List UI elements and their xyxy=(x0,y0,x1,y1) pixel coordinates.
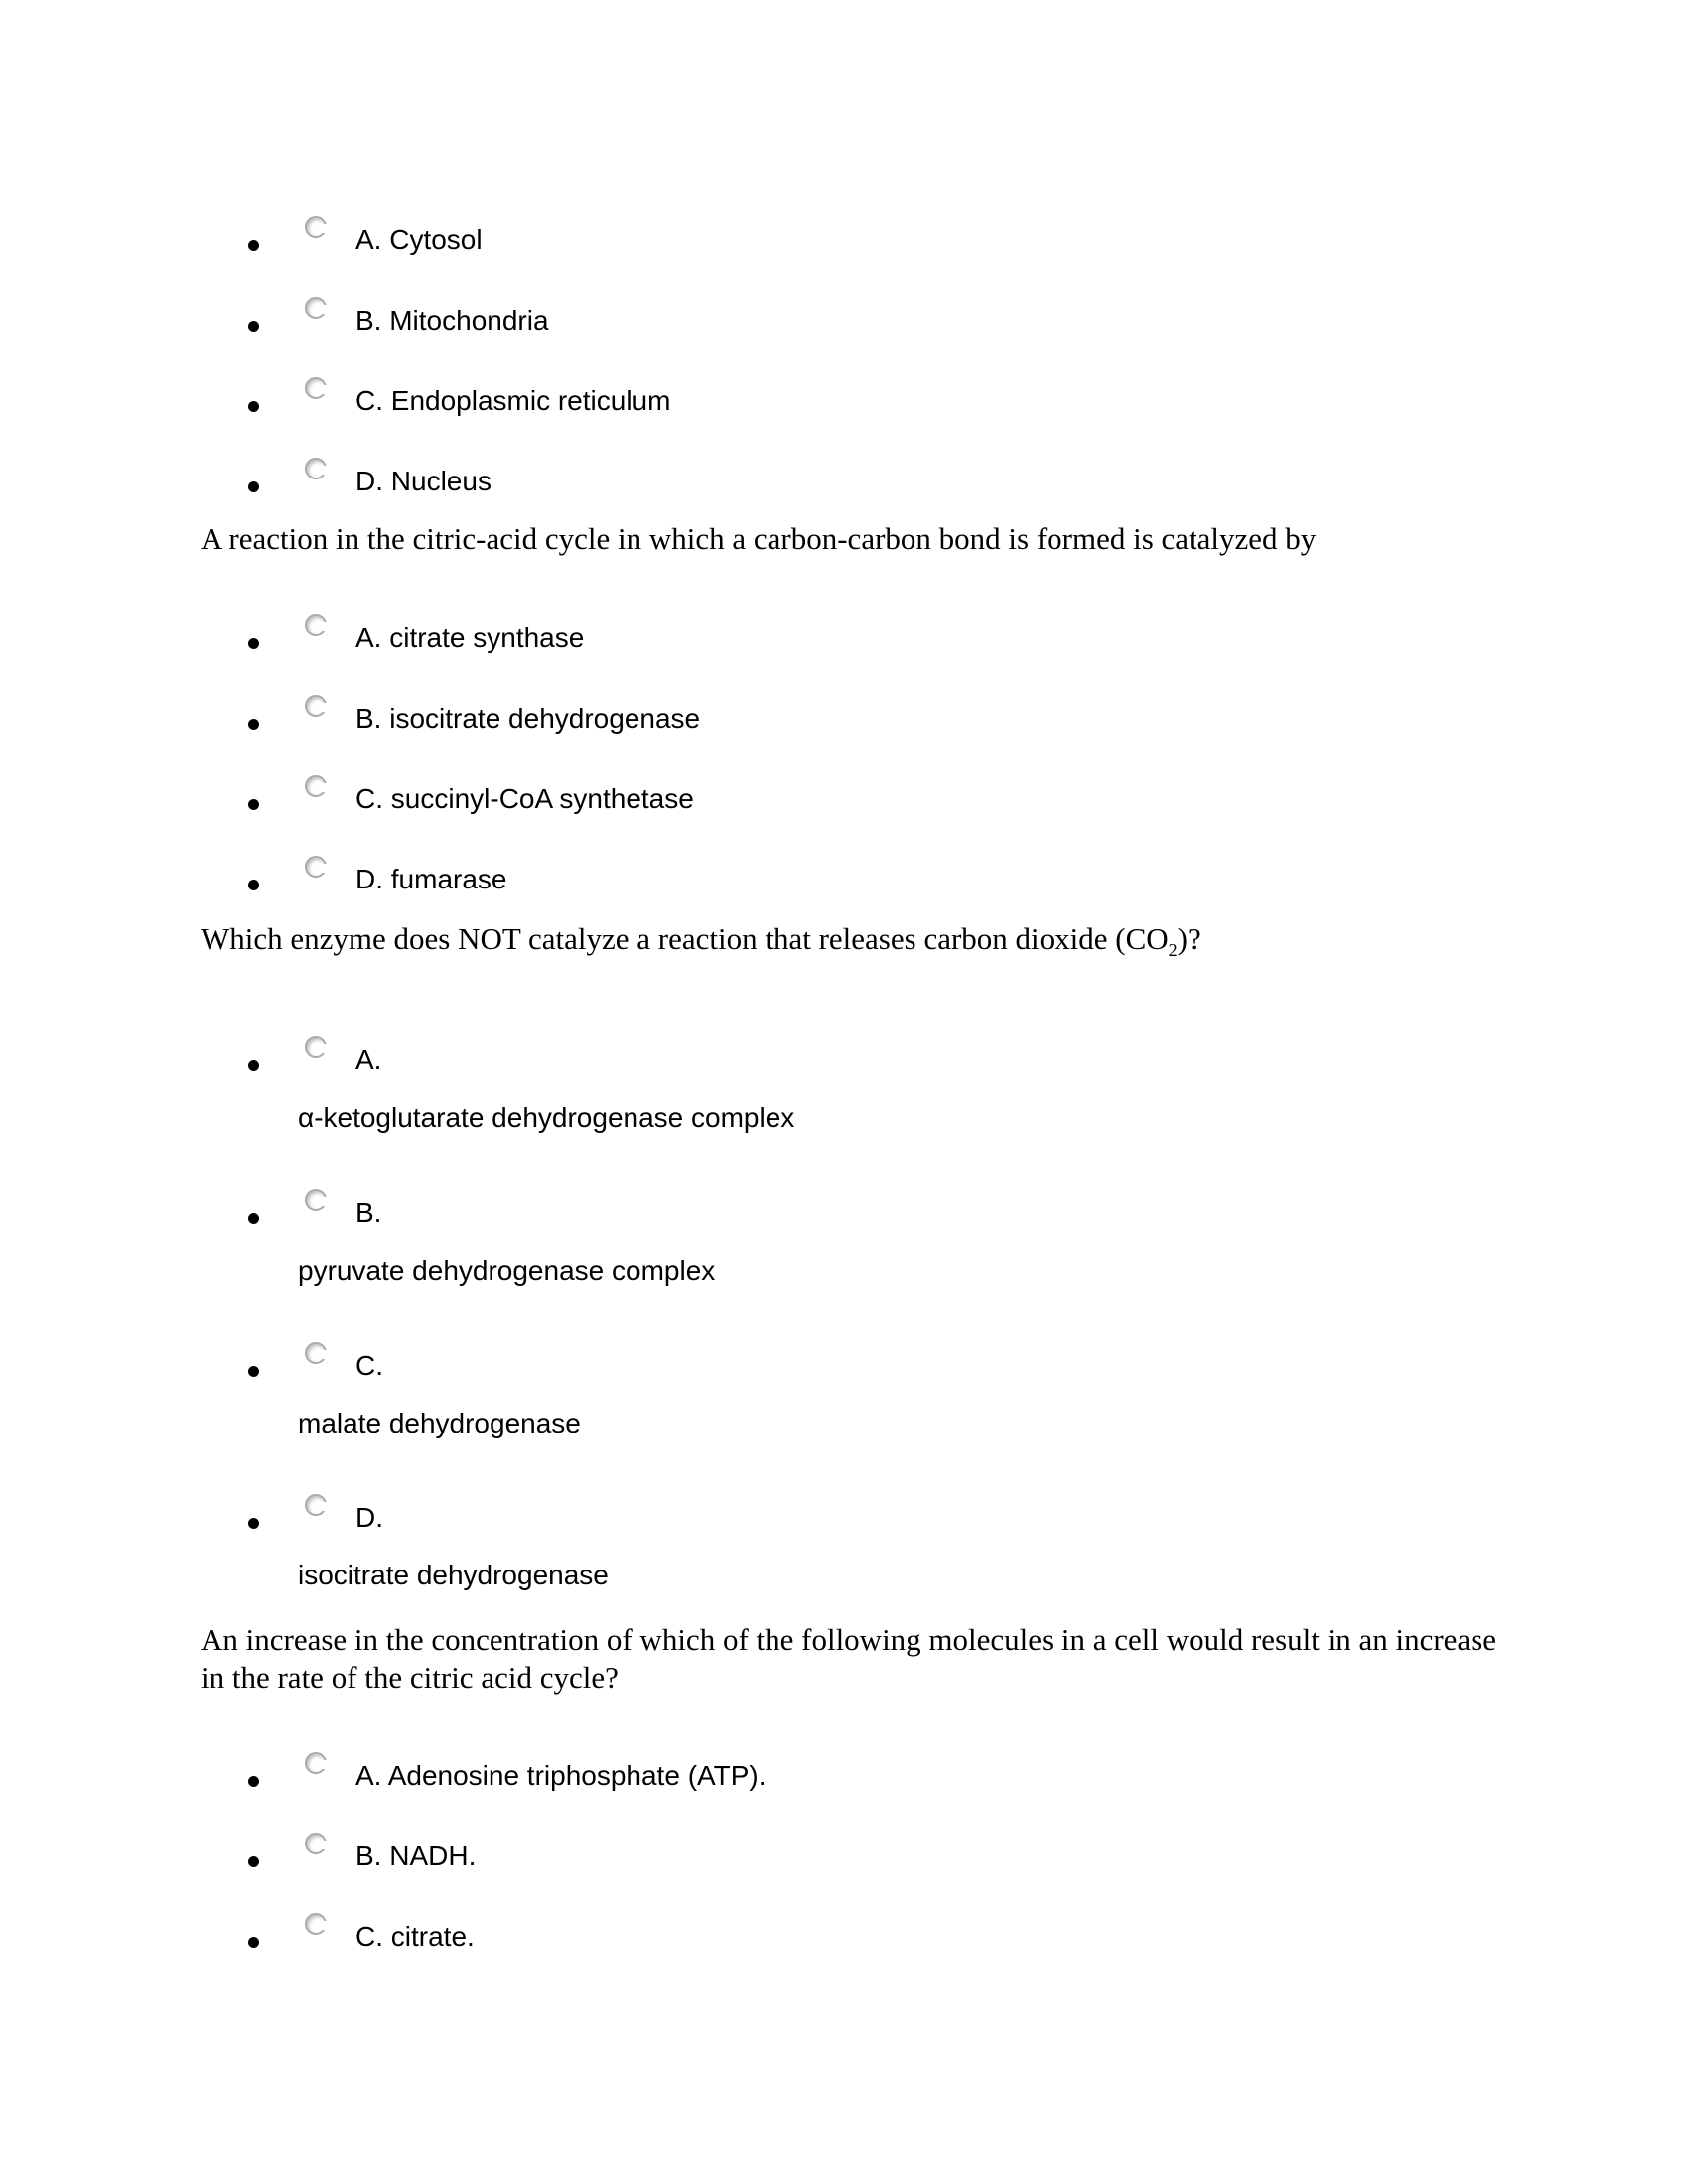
radio-button[interactable] xyxy=(305,775,327,797)
bullet-icon xyxy=(248,481,259,492)
radio-button[interactable] xyxy=(305,856,327,878)
bullet-icon xyxy=(248,880,259,890)
radio-button[interactable] xyxy=(305,377,327,399)
question-text-part: )? xyxy=(1177,921,1201,956)
bullet-icon xyxy=(248,1937,259,1948)
option-label: D. fumarase xyxy=(355,864,507,894)
radio-button[interactable] xyxy=(305,1189,327,1211)
bullet-icon xyxy=(248,321,259,332)
bullet-icon xyxy=(248,240,259,251)
bullet-icon xyxy=(248,719,259,730)
question-text-part: Which enzyme does NOT catalyze a reaction that releases carbon dioxide (CO xyxy=(201,921,1169,956)
option-letter: D. xyxy=(355,1502,383,1533)
bullet-icon xyxy=(248,799,259,810)
radio-button[interactable] xyxy=(305,695,327,717)
radio-button[interactable] xyxy=(305,458,327,479)
option-label: C. succinyl-CoA synthetase xyxy=(355,783,694,814)
option-letter: C. xyxy=(355,1350,383,1381)
bullet-icon xyxy=(248,1856,259,1867)
question-text xyxy=(201,920,1511,961)
radio-button[interactable] xyxy=(305,614,327,636)
option-label: A. Adenosine triphosphate (ATP). xyxy=(355,1760,767,1791)
option-label: C. citrate. xyxy=(355,1921,475,1952)
bullet-icon xyxy=(248,401,259,412)
option-answer: malate dehydrogenase xyxy=(298,1408,581,1438)
option-label: B. NADH. xyxy=(355,1841,477,1871)
radio-button[interactable] xyxy=(305,1833,327,1854)
bullet-icon xyxy=(248,638,259,649)
radio-button[interactable] xyxy=(305,1342,327,1364)
subscript: 2 xyxy=(1168,940,1178,961)
radio-button[interactable] xyxy=(305,1913,327,1935)
question-text: An increase in the concentration of which of the following molecules in a cell would result in an increase in the rate of the citric acid cycle? xyxy=(201,1622,1497,1695)
bullet-icon xyxy=(248,1213,259,1224)
bullet-icon xyxy=(248,1776,259,1787)
radio-button[interactable] xyxy=(305,216,327,238)
option-answer: isocitrate dehydrogenase xyxy=(298,1560,609,1590)
radio-button[interactable] xyxy=(305,1036,327,1058)
option-label: B. Mitochondria xyxy=(355,305,549,336)
option-label: B. isocitrate dehydrogenase xyxy=(355,703,701,734)
option-answer: pyruvate dehydrogenase complex xyxy=(298,1255,716,1286)
option-label: C. Endoplasmic reticulum xyxy=(355,385,671,416)
question-text: A reaction in the citric-acid cycle in which a carbon-carbon bond is formed is catalyzed by xyxy=(201,521,1317,556)
radio-button[interactable] xyxy=(305,297,327,319)
option-label: A. citrate synthase xyxy=(355,622,585,653)
option-answer: α-ketoglutarate dehydrogenase complex xyxy=(298,1102,795,1133)
radio-button[interactable] xyxy=(305,1494,327,1516)
option-label: A. Cytosol xyxy=(355,224,483,255)
option-letter: B. xyxy=(355,1197,382,1228)
bullet-icon xyxy=(248,1366,259,1377)
bullet-icon xyxy=(248,1518,259,1529)
option-label: D. Nucleus xyxy=(355,466,492,496)
bullet-icon xyxy=(248,1060,259,1071)
radio-button[interactable] xyxy=(305,1752,327,1774)
option-letter: A. xyxy=(355,1044,382,1075)
